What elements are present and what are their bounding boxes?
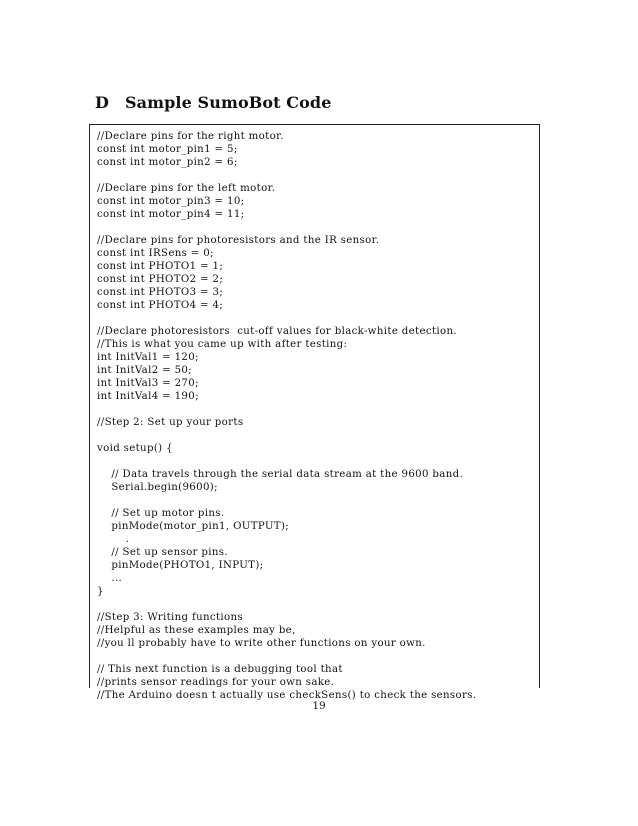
code-line — [97, 494, 476, 507]
code-line — [97, 598, 476, 611]
code-line: int InitVal2 = 50; — [97, 365, 193, 376]
code-line — [97, 403, 476, 416]
code-line: // Set up motor pins. — [97, 508, 225, 519]
code-line — [97, 169, 476, 182]
code-line: const int PHOTO1 = 1; — [97, 261, 224, 272]
code-line: ... — [97, 573, 123, 584]
code-line: int InitVal4 = 190; — [97, 391, 199, 402]
code-line: const int PHOTO4 = 4; — [97, 300, 224, 311]
code-line: // Set up sensor pins. — [97, 547, 228, 558]
code-line: const int motor_pin3 = 10; — [97, 196, 245, 207]
code-line: . — [97, 534, 130, 545]
code-line: //Declare pins for the right motor. — [97, 131, 284, 142]
code-line: //This is what you came up with after testing: — [97, 339, 348, 350]
code-line: const int motor_pin1 = 5; — [97, 144, 238, 155]
code-line: //Helpful as these examples may be, — [97, 625, 296, 636]
code-line: //prints sensor readings for your own sake. — [97, 677, 335, 688]
code-listing-box — [89, 124, 540, 701]
section-heading — [95, 93, 331, 112]
code-line: const int PHOTO3 = 3; — [97, 287, 224, 298]
code-line: int InitVal1 = 120; — [97, 352, 199, 363]
code-line: } — [97, 586, 104, 597]
code-line: // This next function is a debugging tool that — [97, 664, 343, 675]
code-line: int InitVal3 = 270; — [97, 378, 199, 389]
code-line: const int PHOTO2 = 2; — [97, 274, 224, 285]
code-line — [97, 221, 476, 234]
code-line: //Declare pins for photoresistors and the IR sensor. — [97, 235, 380, 246]
code-line: const int motor_pin4 = 11; — [97, 209, 245, 220]
code-listing — [97, 130, 476, 702]
code-line — [97, 650, 476, 663]
code-line: //The Arduino doesn t actually use checkSens() to check the sensors. — [97, 690, 477, 701]
page-number: 19 — [312, 700, 326, 712]
section-title: Sample SumoBot Code — [124, 93, 332, 112]
section-number: D — [95, 93, 109, 112]
code-line: pinMode(motor_pin1, OUTPUT); — [97, 521, 290, 532]
code-line: //Declare photoresistors cut-off values for black-white detection. — [97, 326, 457, 337]
code-line: // Data travels through the serial data stream at the 9600 band. — [97, 469, 464, 480]
code-line: //you ll probably have to write other functions on your own. — [97, 638, 426, 649]
code-line: void setup() { — [97, 443, 173, 454]
code-line: Serial.begin(9600); — [97, 482, 218, 493]
code-line — [97, 429, 476, 442]
code-line — [97, 455, 476, 468]
code-line: //Step 2: Set up your ports — [97, 417, 244, 428]
code-line: //Declare pins for the left motor. — [97, 183, 276, 194]
code-line — [97, 312, 476, 325]
code-line: pinMode(PHOTO1, INPUT); — [97, 560, 264, 571]
code-line: const int motor_pin2 = 6; — [97, 157, 238, 168]
code-line: const int IRSens = 0; — [97, 248, 214, 259]
code-line: //Step 3: Writing functions — [97, 612, 244, 623]
